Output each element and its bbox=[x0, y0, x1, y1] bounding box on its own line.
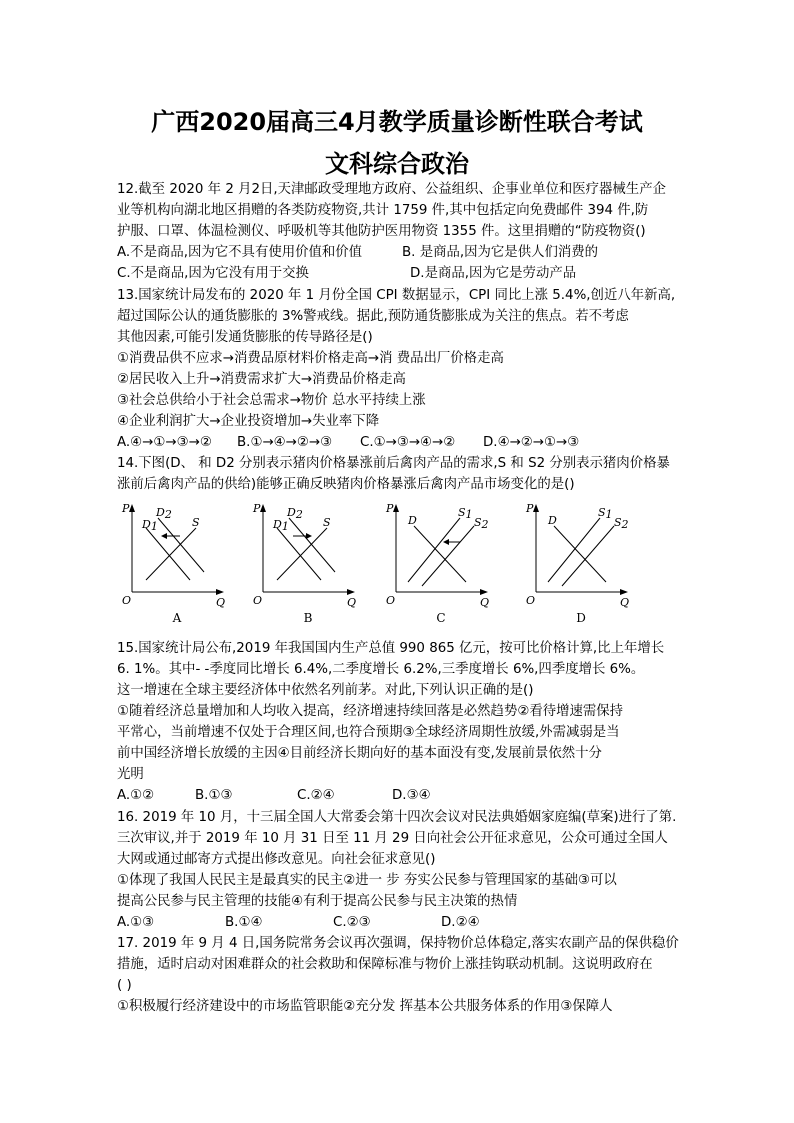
graph-d-d-line bbox=[554, 526, 606, 582]
q12-line-1: 12.截至 2020 年 2 月2日,天津邮政受理地方政府、公益组织、企事业单位和医疗器械生产企 bbox=[117, 182, 666, 197]
graph-c-label: C bbox=[436, 611, 446, 625]
q15-line-3: 这一增速在全球主要经济体中依然名列前茅。对此,下列认识正确的是() bbox=[117, 683, 534, 698]
graph-d-p-arrowhead bbox=[533, 504, 539, 512]
q16-option-a: A.①③ bbox=[117, 915, 155, 930]
graph-a-d2-label: D2 bbox=[156, 506, 172, 521]
graph-b-q-label: Q bbox=[347, 596, 357, 609]
graph-a-d1-label: D1 bbox=[142, 518, 158, 533]
graph-a bbox=[112, 500, 242, 628]
q13-line-1: 13.国家统计局发布的 2020 年 1 月份全国 CPI 数据显示，CPI 同比上涨 5.4%,创近八年新高, bbox=[117, 288, 676, 303]
q15-option-a: A.①② bbox=[117, 788, 155, 803]
q15-option-d: D.③④ bbox=[392, 788, 431, 803]
q12-option-a: A.不是商品,因为它不具有使用价值和价值 bbox=[117, 245, 363, 260]
page-subtitle: 文科综合政治 bbox=[325, 150, 469, 178]
graph-a-p-label: P bbox=[122, 502, 130, 515]
q16-option-b: B.①④ bbox=[225, 915, 263, 930]
q15-option-c: C.②④ bbox=[297, 788, 335, 803]
q12-line-2: 业等机构向湖北地区捐赠的各类防疫物资,共计 1759 件,其中包括定向免费邮件 394 件,防 bbox=[117, 203, 649, 218]
q15-line-6: 前中国经济增长放缓的主因④目前经济长期向好的基本面没有变,发展前景依然十分 bbox=[117, 746, 602, 761]
graph-a-s-label: S bbox=[192, 516, 200, 529]
graph-b-label: B bbox=[303, 611, 313, 625]
q13-option-d: D.④→②→①→③ bbox=[483, 435, 580, 450]
q13-line-7: ④企业利润扩大→企业投资增加→失业率下降 bbox=[117, 414, 380, 429]
q14-line-1: 14.下图(D、 和 D2 分别表示猪肉价格暴涨前后禽肉产品的需求,S 和 S2 分别表示猪肉价格暴 bbox=[117, 456, 670, 471]
graph-c bbox=[376, 500, 506, 628]
q16-option-d: D.②④ bbox=[441, 915, 480, 930]
q12-option-b: B. 是商品,因为它是供人们消费的 bbox=[402, 245, 599, 260]
q17-line-2: 措施，适时启动对困难群众的社会救助和保障标准与物价上涨挂钩联动机制。这说明政府在 bbox=[117, 957, 653, 972]
q13-line-3: 其他因素,可能引发通货膨胀的传导路径是() bbox=[117, 330, 373, 345]
q12-option-d: D.是商品,因为它是劳动产品 bbox=[410, 266, 577, 281]
graph-a-q-label: Q bbox=[216, 596, 226, 609]
q15-line-7: 光明 bbox=[117, 767, 144, 782]
graph-b-s-label: S bbox=[323, 516, 331, 529]
graph-c-s2-line bbox=[422, 526, 474, 586]
graph-a-p-arrowhead bbox=[129, 504, 135, 512]
graph-c-s1-label: S1 bbox=[458, 506, 473, 521]
graph-a-shift-arrowhead bbox=[161, 533, 167, 539]
graph-b-d2-label: D2 bbox=[287, 506, 303, 521]
graph-b-q-arrowhead bbox=[347, 589, 355, 595]
graph-a-origin: O bbox=[122, 594, 132, 607]
q13-option-a: A.④→①→③→② bbox=[117, 435, 212, 450]
graph-b-origin: O bbox=[253, 594, 263, 607]
graph-b-shift-arrowhead bbox=[306, 533, 312, 539]
q12-line-3: 护服、口罩、体温检测仪、呼吸机等其他防护医用物资 1355 件。这里捐赠的“防疫物资() bbox=[117, 224, 646, 239]
graph-d bbox=[516, 500, 646, 628]
graph-b-d1-label: D1 bbox=[273, 518, 289, 533]
q15-line-1: 15.国家统计局公布,2019 年我国国内生产总值 990 865 亿元，按可比价格计算,比上年增长 bbox=[117, 641, 665, 656]
graph-d-s2-label: S2 bbox=[614, 516, 629, 531]
q13-option-c: C.①→③→④→② bbox=[360, 435, 456, 450]
graph-c-q-arrowhead bbox=[480, 589, 488, 595]
q17-line-3: ( ) bbox=[117, 978, 132, 993]
graph-c-p-arrowhead bbox=[393, 504, 399, 512]
graph-b-svg bbox=[243, 500, 373, 610]
graph-d-q-label: Q bbox=[620, 596, 630, 609]
q16-line-5: 提高公民参与民主管理的技能④有利于提高公民参与民主决策的热情 bbox=[117, 894, 518, 909]
q13-line-2: 超过国际公认的通货膨胀的 3%警戒线。据此,预防通货膨胀成为关注的焦点。若不考虑 bbox=[117, 309, 629, 324]
graph-c-svg bbox=[376, 500, 506, 610]
graph-c-origin: O bbox=[386, 594, 396, 607]
graph-b-p-arrowhead bbox=[260, 504, 266, 512]
graph-d-p-label: P bbox=[526, 502, 534, 515]
graph-c-s2-label: S2 bbox=[474, 516, 489, 531]
graph-d-q-arrowhead bbox=[620, 589, 628, 595]
graph-b bbox=[243, 500, 373, 628]
q15-line-4: ①随着经济总量增加和人均收入提高，经济增速持续回落是必然趋势②看待增速需保持 bbox=[117, 704, 624, 719]
q16-line-3: 大网或通过邮寄方式提出修改意见。向社会征求意见() bbox=[117, 852, 436, 867]
q15-line-5: 平常心，当前增速不仅处于合理区间,也符合预期③全球经济周期性放缓,外需减弱是当 bbox=[117, 725, 620, 740]
graph-d-origin: O bbox=[526, 594, 536, 607]
graph-c-d-line bbox=[414, 526, 466, 582]
q16-line-2: 三次审议,并于 2019 年 10 月 31 日至 11 月 29 日向社会公开征求意见，公众可通过全国人 bbox=[117, 831, 668, 846]
graph-c-d-label: D bbox=[408, 514, 417, 527]
q17-line-1: 17. 2019 年 9 月 4 日,国务院常务会议再次强调，保持物价总体稳定,落实农副产品的保供稳价 bbox=[117, 936, 679, 951]
graph-b-p-label: P bbox=[253, 502, 261, 515]
q14-line-2: 涨前后禽肉产品的供给)能够正确反映猪肉价格暴涨后禽肉产品市场变化的是() bbox=[117, 477, 575, 492]
q16-line-1: 16. 2019 年 10 月，十三届全国人大常委会第十四次会议对民法典婚姻家庭编(草案)进行了第. bbox=[117, 810, 677, 825]
q13-line-5: ②居民收入上升→消费需求扩大→消费品价格走高 bbox=[117, 372, 406, 387]
graph-d-svg bbox=[516, 500, 646, 610]
q12-option-c: C.不是商品,因为它没有用于交换 bbox=[117, 266, 309, 281]
q16-option-c: C.②③ bbox=[333, 915, 371, 930]
q16-line-4: ①体现了我国人民民主是最真实的民主②进一 步 夯实公民参与管理国家的基础③可以 bbox=[117, 873, 617, 888]
q17-line-4: ①积极履行经济建设中的市场监管职能②充分发 挥基本公共服务体系的作用③保障人 bbox=[117, 999, 613, 1014]
q13-line-6: ③社会总供给小于社会总需求→物价 总水平持续上涨 bbox=[117, 393, 426, 408]
q13-line-4: ①消费品供不应求→消费品原材料价格走高→消 费品出厂价格走高 bbox=[117, 351, 504, 366]
page-title: 广西2020届高三4月教学质量诊断性联合考试 bbox=[151, 108, 643, 136]
graph-c-p-label: P bbox=[386, 502, 394, 515]
graph-a-svg bbox=[112, 500, 242, 610]
q15-line-2: 6. 1%。其中- -季度同比增长 6.4%,二季度增长 6.2%,三季度增长 6%,四季度增长 6%。 bbox=[117, 662, 645, 677]
graph-a-label: A bbox=[172, 611, 182, 625]
graph-d-s2-line bbox=[562, 526, 614, 586]
graph-d-label: D bbox=[576, 611, 586, 625]
graph-c-q-label: Q bbox=[480, 596, 490, 609]
q15-option-b: B.①③ bbox=[195, 788, 233, 803]
graph-d-s1-label: S1 bbox=[598, 506, 613, 521]
graph-a-q-arrowhead bbox=[216, 589, 224, 595]
graph-d-d-label: D bbox=[548, 514, 557, 527]
q13-option-b: B.①→④→②→③ bbox=[237, 435, 333, 450]
graph-c-shift-arrowhead bbox=[443, 539, 449, 545]
